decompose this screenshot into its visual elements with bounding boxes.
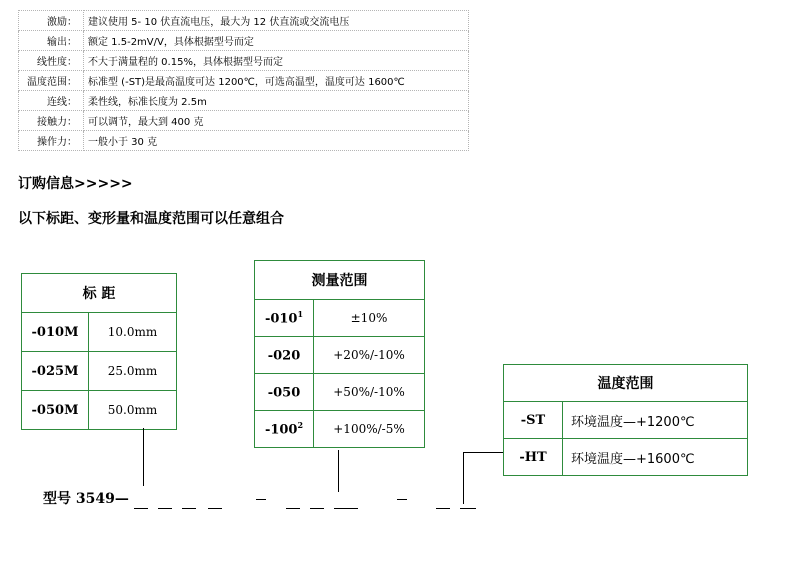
spec-value: 额定 1.5-2mV/V，具体根据型号而定 [84,31,469,51]
gauge-connector-line [143,428,144,486]
model-blank [310,508,324,509]
table-row [504,439,748,476]
gauge-value: 10.0mm [89,313,177,352]
table-row [255,411,425,448]
range-value: ±10% [314,300,425,337]
model-blank [334,508,358,509]
measuring-range-table [254,260,425,448]
model-blank [158,508,172,509]
spec-value: 不大于满量程的 0.15%，具体根据型号而定 [84,51,469,71]
model-separator [397,499,407,500]
combination-heading: 以下标距、变形量和温度范围可以任意组合 [18,211,284,227]
range-code: $-010^1$ [255,300,314,337]
spec-key: 接触力： [19,111,84,131]
temp-value: 环境温度—+1200℃ [563,402,748,439]
range-connector-line [338,450,339,492]
spec-row [19,51,469,71]
spec-key: 线性度： [19,51,84,71]
temperature-range-title: 温度范围 [504,365,748,402]
spec-value: 一般小于 30 克 [84,131,469,151]
spec-row [19,31,469,51]
table-row [22,391,177,430]
spec-key: 连线： [19,91,84,111]
range-code: -020 [255,337,314,374]
spec-row [19,71,469,91]
model-blank [460,508,476,509]
spec-value: 可以调节，最大到 400 克 [84,111,469,131]
model-blank [134,508,148,509]
table-row [255,374,425,411]
table-row [255,337,425,374]
spec-row [19,11,469,31]
gauge-length-table [21,273,177,430]
model-blank [208,508,222,509]
gauge-value: 25.0mm [89,352,177,391]
range-code: $-100^2$ [255,411,314,448]
table-row [22,313,177,352]
gauge-value: 50.0mm [89,391,177,430]
model-blank [286,508,300,509]
spec-key: 温度范围： [19,71,84,91]
gauge-code: -010M [22,313,89,352]
spec-row [19,111,469,131]
spec-row [19,91,469,111]
table-row [504,402,748,439]
temp-code: -ST [504,402,563,439]
gauge-length-title: 标 距 [22,274,177,313]
measuring-range-title: 测量范围 [255,261,425,300]
range-value: +20%/-10% [314,337,425,374]
temperature-range-table [503,364,748,476]
spec-key: 操作力： [19,131,84,151]
spec-value: 柔性线，标准长度为 2.5m [84,91,469,111]
temp-connector-vertical [463,452,464,504]
range-code: -050 [255,374,314,411]
table-row [22,352,177,391]
model-separator [256,499,266,500]
temp-value: 环境温度—+1600℃ [563,439,748,476]
table-row [255,300,425,337]
spec-key: 激励： [19,11,84,31]
gauge-code: -050M [22,391,89,430]
spec-key: 输出： [19,31,84,51]
range-value: +100%/-5% [314,411,425,448]
spec-value: 标准型 (-ST)是最高温度可达 1200℃，可选高温型，温度可达 1600℃ [84,71,469,91]
order-info-heading: 订购信息>>>>> [18,176,133,192]
gauge-code: -025M [22,352,89,391]
spec-table [18,10,469,151]
model-blank [182,508,196,509]
temp-connector-horizontal [463,452,503,453]
spec-value: 建议使用 5- 10 伏直流电压，最大为 12 伏直流或交流电压 [84,11,469,31]
spec-row [19,131,469,151]
temp-code: -HT [504,439,563,476]
range-value: +50%/-10% [314,374,425,411]
model-number-label: 型号 3549— [43,491,129,507]
model-blank [436,508,450,509]
